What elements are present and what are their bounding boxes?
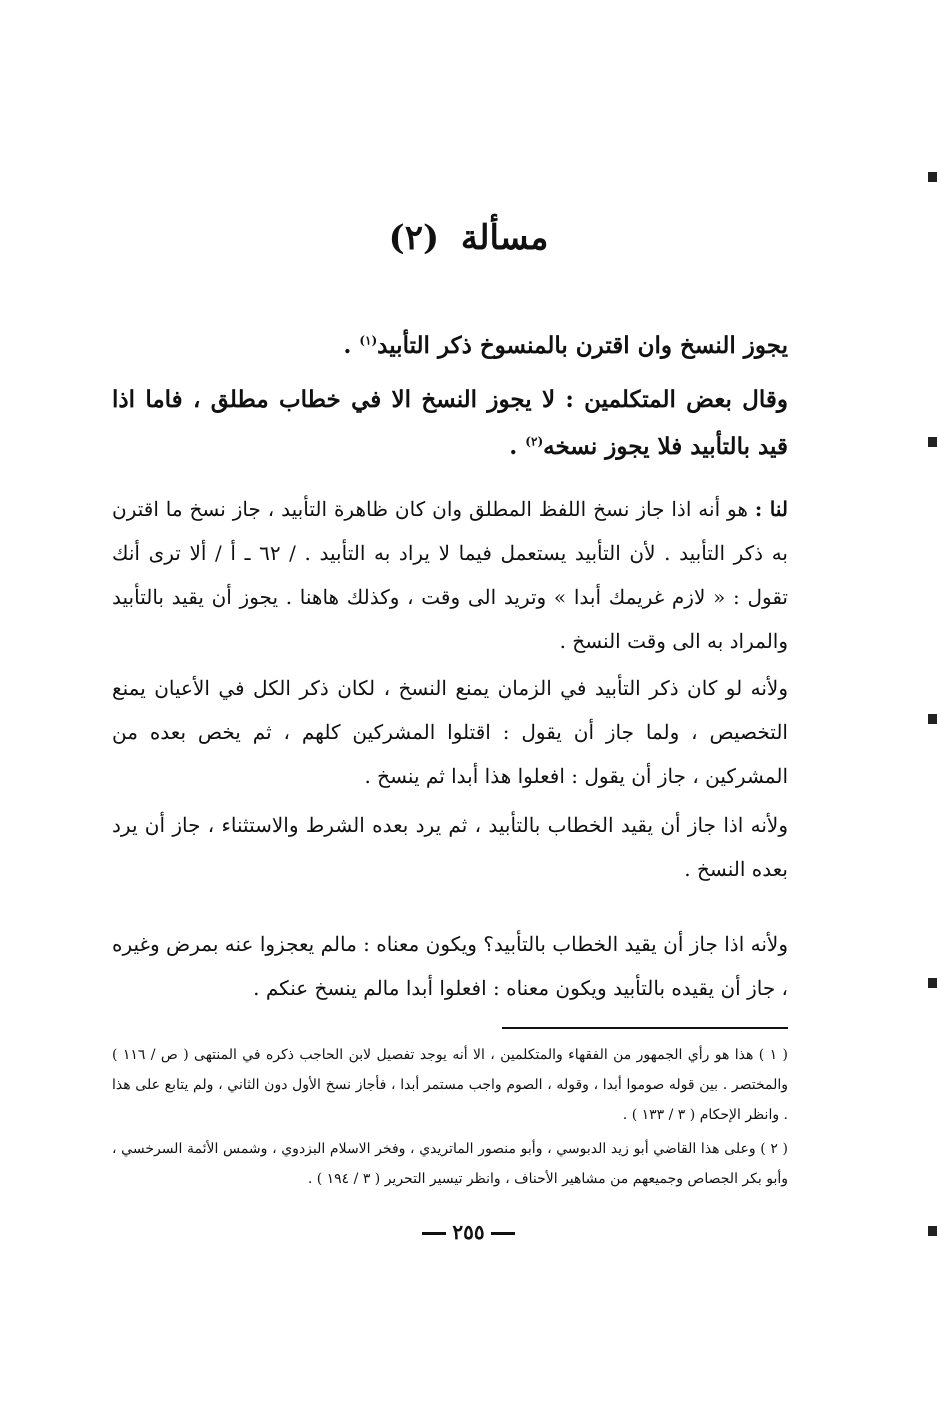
argument-lead: لنا :: [754, 497, 788, 521]
page-number: ٢٥٥: [0, 1220, 937, 1244]
footnote-ref-1: (١): [359, 333, 378, 348]
footnote-2: ( ٢ ) وعلى هذا القاضي أبو زيد الدبوسي ، وأبو منصور الماتريدي ، وفخر الاسلام البزدوي ، وشمس الأئمة السرخسي ، وأبو بكر الجصاص وجميعهم من مشاهير الأحناف ، وانظر تيسير التحرير ( ٣ / ١٩٤ ) .: [112, 1141, 788, 1187]
argument-paragraph-4: ولأنه اذا جاز أن يقيد الخطاب بالتأبيد؟ ويكون معناه : مالم يعجزوا عنه بمرض وغيره ، جاز أن يقيده بالتأبيد ويكون معناه : افعلوا أبدا مالم ينسخ عنكم .: [112, 932, 788, 1000]
thesis-paragraph: يجوز النسخ وان اقترن بالمنسوخ ذكر التأبيد$^{(١)}$ .: [343, 332, 788, 359]
footnote-divider: [502, 1027, 788, 1029]
opposing-view-paragraph: وقال بعض المتكلمين : لا يجوز النسخ الا في خطاب مطلق ، فاما اذا قيد بالتأبيد فلا يجوز نسخه$^{(٢)}$ .: [112, 386, 788, 460]
heading-word: مسألة: [460, 218, 549, 258]
edge-mark: [928, 437, 937, 447]
page-number-dash-left: [491, 1232, 515, 1235]
argument-paragraph-3: ولأنه اذا جاز أن يقيد الخطاب بالتأبيد ، ثم يرد بعده الشرط والاستثناء ، جاز أن يرد بعده النسخ .: [112, 813, 788, 881]
page-number-dash-right: [422, 1232, 446, 1235]
section-heading: [0, 218, 937, 258]
heading-number: (٢): [388, 218, 440, 258]
edge-mark: [928, 714, 937, 724]
edge-mark: [928, 172, 937, 182]
argument-paragraph-1: لنا : هو أنه اذا جاز نسخ اللفظ المطلق وان كان ظاهرة التأبيد ، جاز نسخ ما اقترن به ذكر التأبيد . لأن التأبيد يستعمل فيما لا يراد به التأبيد . / ٦٢ ـ أ / ألا ترى أنك تقول : « لازم غريمك أبدا » وتريد الى وقت ، وكذلك هاهنا . يجوز أن يقيد بالتأبيد والمراد به الى وقت النسخ .: [112, 497, 788, 653]
footnote-ref-2: (٢): [525, 434, 544, 449]
footnote-1: ( ١ ) هذا هو رأي الجمهور من الفقهاء والمتكلمين ، الا أنه يوجد تفصيل لابن الحاجب ذكره في المنتهى ( ص / ١١٦ ) والمختصر . بين قوله صوموا أبدا ، وقوله ، الصوم واجب مستمر أبدا ، فأجاز نسخ الأول دون الثاني ، ولم يتابع على هذا . وانظر الإحكام ( ٣ / ١٣٣ ) .: [112, 1047, 788, 1123]
edge-mark: [928, 1226, 937, 1236]
edge-mark: [928, 978, 937, 988]
argument-paragraph-2: ولأنه لو كان ذكر التأبيد في الزمان يمنع النسخ ، لكان ذكر الكل في الأعيان يمنع التخصيص ، ولما جاز أن يقول : اقتلوا المشركين كلهم ، ثم يخص بعده من المشركين ، جاز أن يقول : افعلوا هذا أبدا ثم ينسخ .: [112, 676, 788, 788]
